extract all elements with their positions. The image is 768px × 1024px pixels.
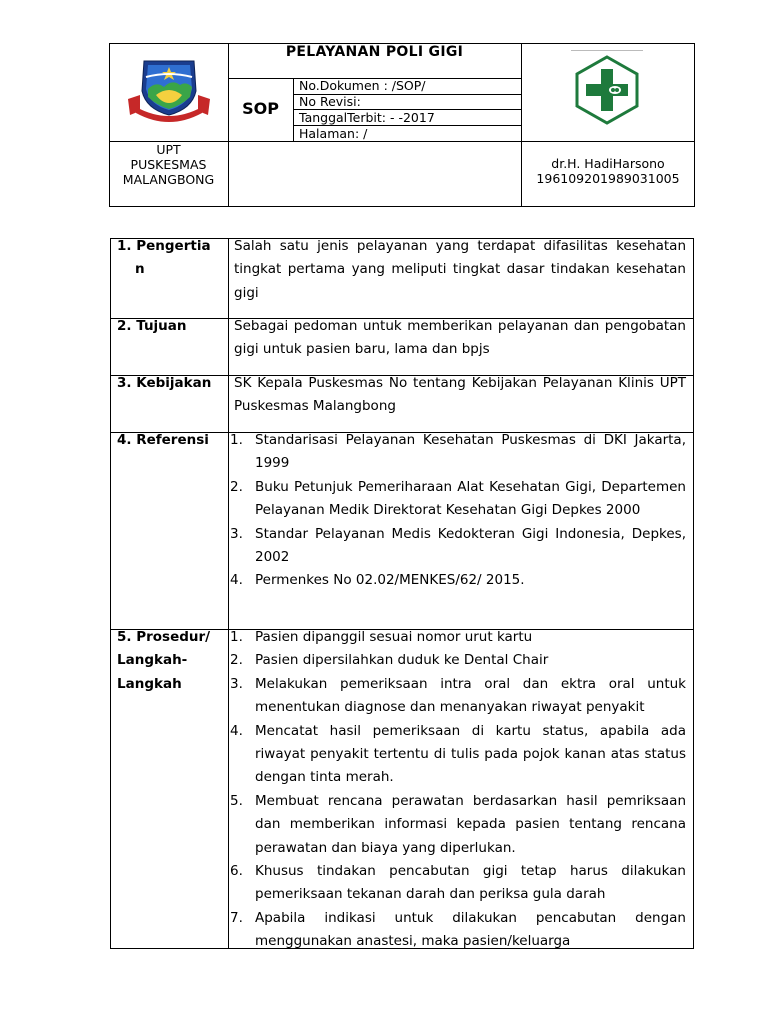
prosedur-clip [230, 626, 686, 948]
section-label-kebijakan: 3. Kebijakan [117, 375, 212, 391]
signer-block [521, 156, 695, 186]
no-dokumen: No.Dokumen : /SOP/ [299, 78, 426, 93]
item-number: 1. [230, 432, 243, 448]
org-line: UPT [156, 142, 181, 157]
tanggal-terbit: TanggalTerbit: - -2017 [299, 110, 435, 125]
list-item [230, 673, 686, 720]
prosedur-list [230, 626, 686, 948]
item-number: 7. [230, 909, 243, 926]
item-number: 4. [230, 572, 243, 589]
item-text: Pasien dipersilahkan duduk ke Dental Chair [255, 652, 549, 669]
item-text: Permenkes No 02.02/MENKES/62/ 2015. [255, 572, 525, 589]
list-item [230, 626, 686, 649]
section-label-referensi: 4. Referensi [117, 432, 209, 448]
document-title: PELAYANAN POLI GIGI [285, 44, 464, 60]
label-line: 5. Prosedur/ [117, 629, 211, 645]
list-item [230, 569, 686, 592]
section-label-tujuan: 2. Tujuan [117, 318, 187, 334]
org-line: MALANGBONG [122, 172, 215, 187]
regional-emblem-logo [126, 55, 212, 127]
list-item [230, 720, 686, 790]
header-divider [228, 43, 229, 207]
org-name [109, 142, 228, 187]
section-label-prosedur [117, 626, 225, 696]
section-text-kebijakan: SK Kepala Puskesmas No tentang Kebijakan Pelayanan Klinis UPT Puskesmas Malangbong [234, 375, 686, 415]
item-text: Khusus tindakan pencabutan gigi tetap harus dilakukan pemeriksaan tekanan darah dan periksa gula darah [255, 863, 686, 903]
org-line: PUSKESMAS [130, 157, 207, 172]
puskesmas-logo [574, 55, 640, 125]
item-text: Apabila indikasi untuk dilakukan pencabutan dengan menggunakan anastesi, maka pasien/keluarga [255, 909, 686, 948]
item-number: 4. [230, 722, 243, 739]
no-revisi: No Revisi: [299, 94, 361, 109]
item-number: 3. [230, 675, 243, 692]
section-text-pengertian: Salah satu jenis pelayanan yang terdapat difasilitas kesehatan tingkat pertama yang meliputi tingkat dasar tindakan kesehatan gigi [234, 238, 686, 301]
halaman: Halaman: / [299, 126, 368, 141]
sop-label: SOP [242, 99, 279, 118]
label-line: n [135, 261, 145, 278]
item-number: 1. [230, 629, 243, 645]
section-text-tujuan: Sebagai pedoman untuk memberikan pelayanan dan pengobatan gigi untuk pasien baru, lama dan bpjs [234, 318, 686, 358]
label-line: 1. Pengertia [117, 238, 211, 254]
item-text: Standar Pelayanan Medis Kedokteran Gigi Indonesia, Depkes, 2002 [255, 525, 686, 566]
item-text: Mencatat hasil pemeriksaan di kartu status, apabila ada riwayat penyakit tertentu di tulis pada pojok kanan atas status dengan tinta merah. [255, 722, 686, 786]
section-label-pengertian [117, 235, 225, 282]
list-item [230, 429, 686, 476]
item-text: Melakukan pemeriksaan intra oral dan ektra oral untuk menentukan diagnose dan menanyakan riwayat penyakit [255, 675, 686, 716]
label-line: Langkah [117, 675, 182, 692]
item-text: Pasien dipanggil sesuai nomor urut kartu [255, 629, 533, 645]
list-item [230, 907, 686, 948]
logo-top-line [571, 50, 643, 51]
referensi-list [230, 429, 686, 593]
list-item [230, 523, 686, 570]
item-text: Membuat rencana perawatan berdasarkan hasil pemriksaan dan memberikan informasi kepada pasien tentang rencana perawatan dan biaya yang diperlukan. [255, 792, 686, 856]
list-item [230, 790, 686, 860]
list-item [230, 860, 686, 907]
list-item [230, 476, 686, 523]
list-item [230, 649, 686, 672]
item-number: 6. [230, 863, 243, 880]
item-number: 2. [230, 652, 243, 669]
content-divider [228, 238, 229, 949]
label-line: Langkah- [117, 652, 188, 669]
item-text: Buku Petunjuk Pemeriharaan Alat Kesehatan Gigi, Departemen Pelayanan Medik Direktorat Kesehatan Gigi Depkes 2000 [255, 478, 686, 519]
item-text: Standarisasi Pelayanan Kesehatan Puskesmas di DKI Jakarta, 1999 [255, 432, 686, 472]
signer-name: dr.H. HadiHarsono [551, 156, 665, 171]
item-number: 5. [230, 792, 243, 809]
item-number: 2. [230, 478, 243, 495]
signer-nip: 196109201989031005 [536, 171, 680, 186]
item-number: 3. [230, 525, 243, 542]
